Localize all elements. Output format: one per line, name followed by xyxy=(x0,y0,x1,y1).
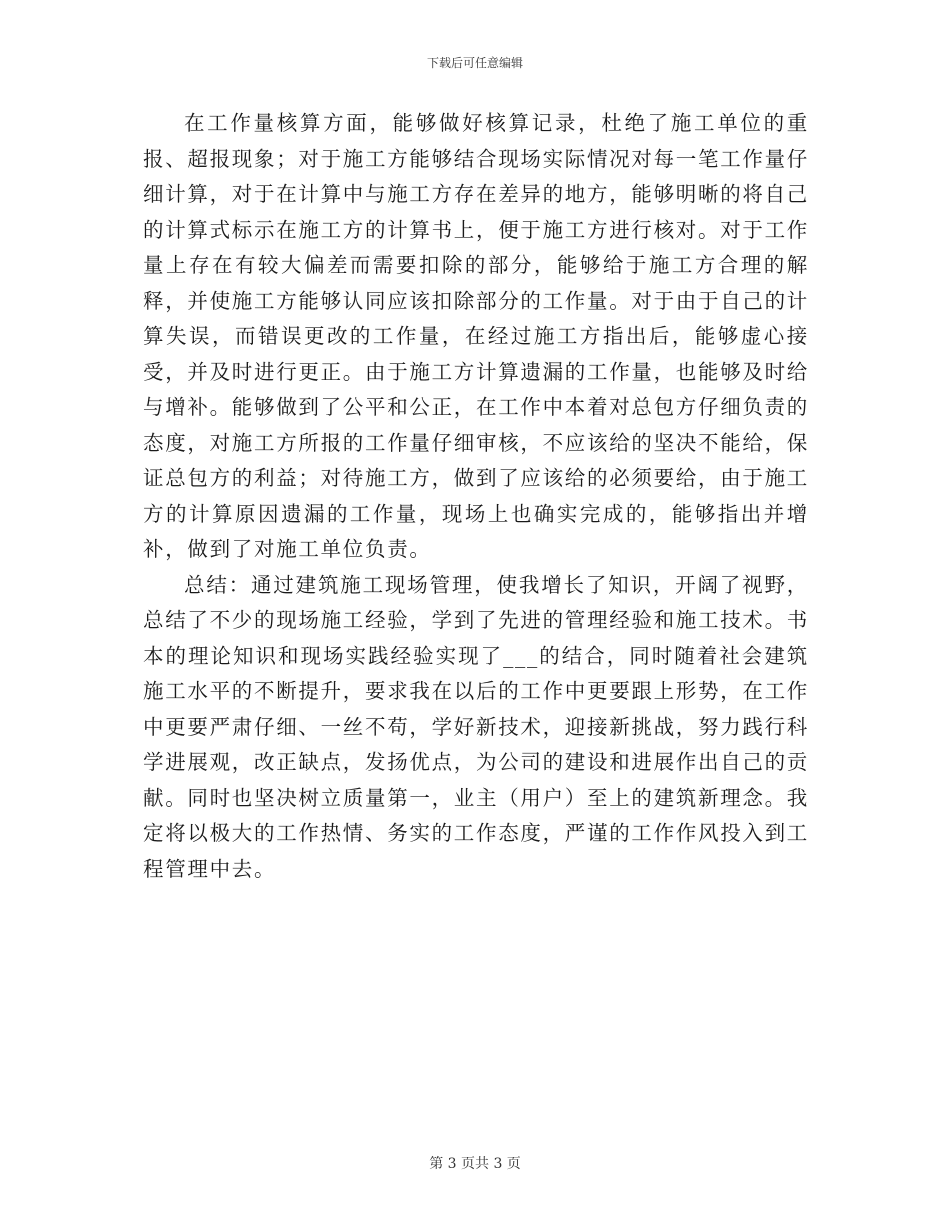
paragraph-workload-accounting: 在工作量核算方面，能够做好核算记录，杜绝了施工单位的重报、超报现象；对于施工方能够结合现场实际情况对每一笔工作量仔细计算，对于在计算中与施工方存在差异的地方，能够明晰的将自己的计算式标示在施工方的计算书上，便于施工方进行核对。对于工作量上存在有较大偏差而需要扣除的部分，能够给于施工方合理的解释，并使施工方能够认同应该扣除部分的工作量。对于由于自己的计算失误，而错误更改的工作量，在经过施工方指出后，能够虚心接受，并及时进行更正。由于施工方计算遗漏的工作量，也能够及时给与增补。能够做到了公平和公正，在工作中本着对总包方仔细负责的态度，对施工方所报的工作量仔细审核，不应该给的坚决不能给，保证总包方的利益；对待施工方，做到了应该给的必须要给，由于施工方的计算原因遗漏的工作量，现场上也确实完成的，能够指出并增补，做到了对施工单位负责。 xyxy=(143,111,809,561)
document-body xyxy=(143,106,809,887)
page-number-footer: 第 3 页共 3 页 xyxy=(429,1156,521,1172)
paragraph-summary: 总结：通过建筑施工现场管理，使我增长了知识，开阔了视野，总结了不少的现场施工经验，学到了先进的管理经验和施工技术。书本的理论知识和现场实践经验实现了___的结合，同时随着社会建筑施工水平的不断提升，要求我在以后的工作中更要跟上形势，在工作中更要严肃仔细、一丝不苟，学好新技术，迎接新挑战，努力践行科学进展观，改正缺点，发扬优点，为公司的建设和进展作出自己的贡献。同时也坚决树立质量第一，业主（用户）至上的建筑新理念。我定将以极大的工作热情、务实的工作态度，严谨的工作作风投入到工程管理中去。 xyxy=(143,572,809,881)
page-header: 下载后可任意编辑 xyxy=(426,56,523,70)
